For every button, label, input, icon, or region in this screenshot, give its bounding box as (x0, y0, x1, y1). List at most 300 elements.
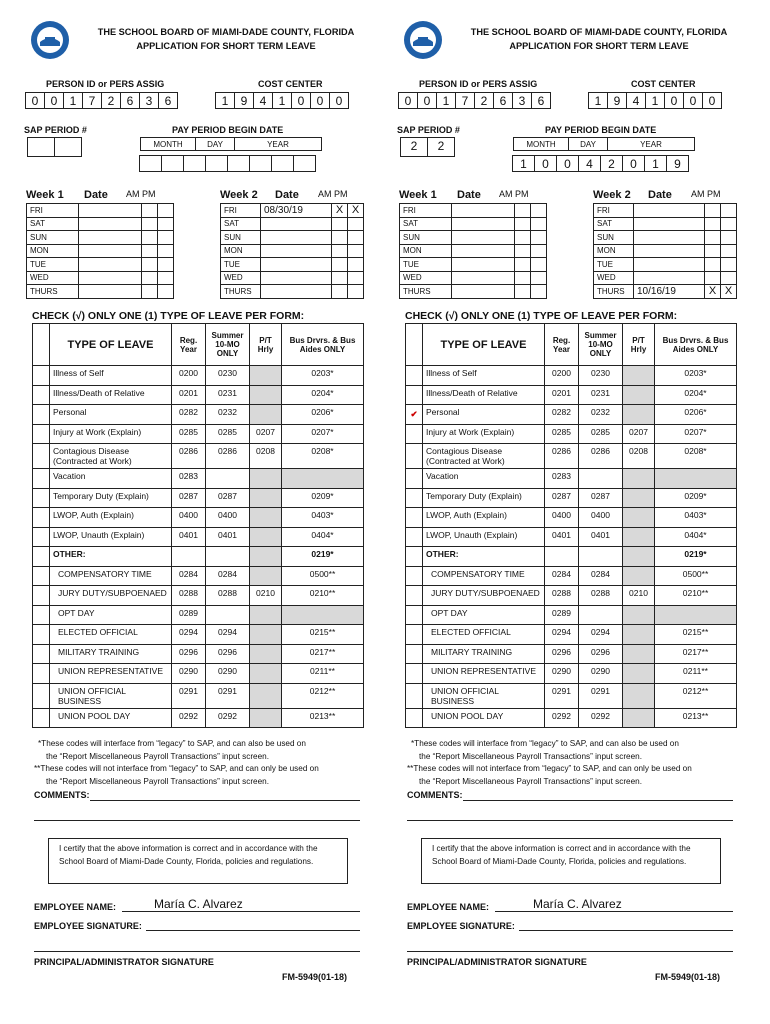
summer-code: 0291 (579, 683, 623, 708)
summer-code: 0401 (579, 527, 623, 547)
leave-type-label: Vacation (50, 469, 172, 489)
leave-type-label: JURY DUTY/SUBPOENAED (50, 586, 172, 606)
person-id-digit[interactable]: 7 (455, 92, 475, 109)
date-cell[interactable] (261, 271, 332, 285)
person-id-boxes[interactable] (399, 92, 551, 109)
leave-checkbox[interactable] (33, 644, 50, 664)
day-label: WED (27, 271, 79, 285)
pm-cell[interactable] (531, 244, 547, 258)
am-cell[interactable] (332, 244, 348, 258)
am-cell[interactable] (142, 217, 158, 231)
person-id-boxes[interactable] (26, 92, 178, 109)
pt-hrly-code (250, 527, 282, 547)
person-id-digit[interactable]: 0 (398, 92, 418, 109)
person-id-digit[interactable]: 0 (25, 92, 45, 109)
pt-hrly-code (623, 469, 655, 489)
date-cell[interactable] (452, 231, 515, 245)
pm-cell[interactable] (721, 231, 737, 245)
leave-checkbox[interactable] (406, 625, 423, 645)
summer-code: 0401 (206, 527, 250, 547)
reg-year-code: 0201 (545, 385, 579, 405)
am-cell[interactable] (705, 271, 721, 285)
date-cell[interactable] (452, 244, 515, 258)
leave-row (33, 508, 364, 528)
cost-center-digit[interactable]: 4 (626, 92, 646, 109)
leave-type-label: Vacation (423, 469, 545, 489)
leave-checkbox[interactable] (406, 488, 423, 508)
day-label: SUN (221, 231, 261, 245)
cost-center-digit[interactable]: 0 (291, 92, 311, 109)
pm-cell[interactable] (158, 217, 174, 231)
date-cell[interactable] (261, 258, 332, 272)
footnote-1b: the “Report Miscellaneous Payroll Transactions” input screen. (46, 751, 269, 761)
pay-date-digit[interactable] (271, 155, 294, 172)
leave-type-label: UNION REPRESENTATIVE (50, 664, 172, 684)
pm-cell[interactable] (158, 204, 174, 218)
sap-period-digit[interactable] (54, 137, 82, 157)
pay-date-digit[interactable]: 9 (666, 155, 689, 172)
comments-line-2[interactable] (34, 820, 360, 821)
reg-year-code: 0284 (545, 566, 579, 586)
am-cell[interactable] (142, 258, 158, 272)
leave-rows-table (405, 365, 737, 728)
leave-checkbox[interactable] (33, 683, 50, 708)
leave-checkbox[interactable] (406, 683, 423, 708)
am-cell[interactable] (705, 231, 721, 245)
am-cell[interactable]: X (705, 285, 721, 299)
leave-checkbox[interactable] (406, 547, 423, 567)
bus-driver-code: 0217** (655, 644, 737, 664)
date-cell[interactable] (452, 258, 515, 272)
comments-line[interactable] (90, 800, 360, 801)
week2-date-label: Date (648, 189, 672, 201)
cost-center-digit[interactable]: 4 (253, 92, 273, 109)
employee-name-value[interactable]: María C. Alvarez (154, 897, 243, 911)
date-cell[interactable] (634, 204, 705, 218)
leave-checkbox[interactable] (33, 424, 50, 444)
date-cell[interactable] (634, 231, 705, 245)
date-cell[interactable] (452, 271, 515, 285)
pay-date-digit[interactable]: 1 (644, 155, 667, 172)
pm-cell[interactable] (348, 271, 364, 285)
pm-cell[interactable] (721, 204, 737, 218)
pay-date-digit[interactable]: 2 (600, 155, 623, 172)
person-id-digit[interactable]: 1 (436, 92, 456, 109)
leave-checkbox[interactable]: ✔ (406, 405, 423, 425)
date-cell[interactable] (261, 244, 332, 258)
bus-driver-code: 0212** (655, 683, 737, 708)
pay-date-digit[interactable] (139, 155, 162, 172)
week1-ampm-label: AM PM (126, 189, 156, 199)
bus-driver-code: 0403* (282, 508, 364, 528)
comments-line[interactable] (463, 800, 733, 801)
summer-header: Summer 10-MO ONLY (206, 324, 250, 366)
leave-checkbox[interactable] (33, 664, 50, 684)
am-cell[interactable] (515, 285, 531, 299)
pt-hrly-code (623, 625, 655, 645)
leave-checkbox[interactable] (406, 708, 423, 728)
pm-cell[interactable] (348, 258, 364, 272)
comments-label: COMMENTS: (34, 790, 90, 800)
leave-checkbox[interactable] (406, 469, 423, 489)
pay-date-digit[interactable] (205, 155, 228, 172)
week2-label: Week 2 (220, 189, 258, 201)
date-cell[interactable] (634, 258, 705, 272)
am-cell[interactable] (515, 271, 531, 285)
pt-hrly-code: 0208 (250, 444, 282, 469)
leave-checkbox[interactable] (406, 527, 423, 547)
checkbox-header (406, 324, 423, 366)
leave-checkbox[interactable] (406, 424, 423, 444)
am-cell[interactable] (515, 244, 531, 258)
date-cell[interactable] (261, 285, 332, 299)
form-title-line1: THE SCHOOL BOARD OF MIAMI-DADE COUNTY, FLORIDA (97, 27, 355, 37)
week1-label: Week 1 (399, 189, 437, 201)
pm-cell[interactable]: X (721, 285, 737, 299)
am-cell[interactable] (515, 258, 531, 272)
am-cell[interactable] (515, 204, 531, 218)
cost-center-digit[interactable]: 0 (683, 92, 703, 109)
leave-type-label: ELECTED OFFICIAL (50, 625, 172, 645)
principal-signature-label: PRINCIPAL/ADMINISTRATOR SIGNATURE (34, 957, 214, 967)
cost-center-boxes[interactable] (216, 92, 349, 109)
reg-year-code: 0287 (172, 488, 206, 508)
pm-cell[interactable] (531, 217, 547, 231)
bus-driver-code: 0217** (282, 644, 364, 664)
person-id-digit[interactable]: 3 (512, 92, 532, 109)
person-id-digit[interactable]: 2 (101, 92, 121, 109)
am-cell[interactable] (332, 258, 348, 272)
pay-date-digit[interactable]: 1 (512, 155, 535, 172)
date-cell[interactable] (452, 204, 515, 218)
am-cell[interactable] (705, 217, 721, 231)
day-label: THURS (400, 285, 452, 299)
pm-cell[interactable] (721, 271, 737, 285)
summer-code: 0232 (579, 405, 623, 425)
date-cell[interactable] (79, 231, 142, 245)
pm-cell[interactable] (348, 217, 364, 231)
pt-hrly-code (250, 508, 282, 528)
person-id-digit[interactable]: 6 (493, 92, 513, 109)
person-id-digit[interactable]: 0 (44, 92, 64, 109)
summer-code: 0288 (206, 586, 250, 606)
date-cell[interactable]: 10/16/19 (634, 285, 705, 299)
date-cell[interactable] (634, 244, 705, 258)
pay-date-digit[interactable] (227, 155, 250, 172)
pay-date-boxes[interactable] (140, 155, 316, 172)
sap-period-digit[interactable]: 2 (400, 137, 428, 157)
sap-period-label: SAP PERIOD # (24, 125, 87, 135)
bus-driver-code: 0207* (655, 424, 737, 444)
pm-cell[interactable] (531, 258, 547, 272)
reg-year-code: 0288 (545, 586, 579, 606)
summer-code: 0286 (579, 444, 623, 469)
leave-type-label: Illness/Death of Relative (50, 385, 172, 405)
person-id-digit[interactable]: 2 (474, 92, 494, 109)
am-cell[interactable] (142, 231, 158, 245)
pm-cell[interactable] (158, 285, 174, 299)
employee-signature-line[interactable] (519, 930, 733, 931)
sap-period-boxes[interactable] (401, 137, 455, 157)
am-cell[interactable] (332, 271, 348, 285)
leave-type-label: Injury at Work (Explain) (50, 424, 172, 444)
pt-hrly-code (623, 366, 655, 386)
pm-cell[interactable] (531, 231, 547, 245)
pm-cell[interactable] (158, 244, 174, 258)
pm-cell[interactable] (348, 244, 364, 258)
sap-period-digit[interactable] (27, 137, 55, 157)
leave-checkbox[interactable] (33, 605, 50, 625)
pay-date-digit[interactable]: 0 (622, 155, 645, 172)
bus-driver-code (655, 605, 737, 625)
pm-cell[interactable]: X (348, 204, 364, 218)
sap-period-digit[interactable]: 2 (427, 137, 455, 157)
employee-name-value[interactable]: María C. Alvarez (533, 897, 622, 911)
pm-cell[interactable] (721, 258, 737, 272)
am-cell[interactable] (142, 271, 158, 285)
bus-driver-code: 0203* (655, 366, 737, 386)
summer-code: 0287 (206, 488, 250, 508)
date-cell[interactable] (261, 231, 332, 245)
leave-checkbox[interactable] (33, 405, 50, 425)
bus-driver-code: 0209* (282, 488, 364, 508)
pt-hrly-code (250, 605, 282, 625)
am-cell[interactable] (142, 204, 158, 218)
date-cell[interactable] (634, 271, 705, 285)
person-id-digit[interactable]: 6 (120, 92, 140, 109)
leave-checkbox[interactable] (406, 566, 423, 586)
reg-year-code: 0291 (545, 683, 579, 708)
checkbox-header (33, 324, 50, 366)
leave-checkbox[interactable] (33, 527, 50, 547)
leave-row (406, 683, 737, 708)
date-cell[interactable] (452, 217, 515, 231)
am-cell[interactable] (705, 244, 721, 258)
employee-signature-label: EMPLOYEE SIGNATURE: (407, 921, 515, 931)
leave-checkbox[interactable] (33, 366, 50, 386)
am-cell[interactable] (515, 231, 531, 245)
date-cell[interactable] (79, 285, 142, 299)
pt-hrly-code (250, 405, 282, 425)
leave-checkbox[interactable] (33, 586, 50, 606)
reg-year-code: 0291 (172, 683, 206, 708)
date-cell[interactable] (634, 217, 705, 231)
pt-hrly-code (250, 644, 282, 664)
person-id-digit[interactable]: 6 (531, 92, 551, 109)
summer-code: 0296 (206, 644, 250, 664)
leave-type-label: Temporary Duty (Explain) (50, 488, 172, 508)
leave-row (406, 644, 737, 664)
pay-date-digit[interactable] (161, 155, 184, 172)
employee-signature-label: EMPLOYEE SIGNATURE: (34, 921, 142, 931)
am-cell[interactable] (142, 285, 158, 299)
summer-code: 0287 (579, 488, 623, 508)
leave-checkbox[interactable] (406, 385, 423, 405)
pay-date-digit[interactable] (293, 155, 316, 172)
leave-form-left (20, 0, 382, 1024)
leave-row (406, 405, 737, 425)
comments-line-2[interactable] (407, 820, 733, 821)
cost-center-digit[interactable]: 0 (310, 92, 330, 109)
cost-center-digit[interactable]: 9 (607, 92, 627, 109)
footnotes (407, 738, 747, 788)
day-label: FRI (27, 204, 79, 218)
leave-type-label: OTHER: (50, 547, 172, 567)
person-id-digit[interactable]: 1 (63, 92, 83, 109)
bus-drivers-header: Bus Drvrs. & Bus Aides ONLY (655, 324, 737, 366)
cost-center-boxes[interactable] (589, 92, 722, 109)
bus-driver-code: 0219* (282, 547, 364, 567)
pt-hrly-code (623, 644, 655, 664)
pm-cell[interactable] (348, 231, 364, 245)
cost-center-digit[interactable]: 1 (645, 92, 665, 109)
summer-code: 0285 (206, 424, 250, 444)
am-cell[interactable] (332, 285, 348, 299)
leave-checkbox[interactable] (33, 444, 50, 469)
leave-checkbox[interactable] (406, 508, 423, 528)
day-label: WED (400, 271, 452, 285)
bus-driver-code: 0208* (655, 444, 737, 469)
footnote-2: **These codes will not interface from “legacy” to SAP, and can only be used on (34, 764, 319, 773)
leave-checkbox[interactable] (33, 508, 50, 528)
person-id-digit[interactable]: 7 (82, 92, 102, 109)
pm-cell[interactable] (721, 244, 737, 258)
leave-row (33, 469, 364, 489)
leave-checkbox[interactable] (406, 605, 423, 625)
summer-code: 0296 (579, 644, 623, 664)
reg-year-code (545, 547, 579, 567)
week2-label: Week 2 (593, 189, 631, 201)
principal-signature-line[interactable] (34, 951, 360, 952)
pt-hrly-code (250, 547, 282, 567)
day-label: THURS (221, 285, 261, 299)
leave-type-table (405, 323, 737, 366)
pay-date-digit[interactable] (183, 155, 206, 172)
cost-center-digit[interactable]: 1 (272, 92, 292, 109)
cost-center-digit[interactable]: 1 (588, 92, 608, 109)
week2-ampm-label: AM PM (691, 189, 721, 199)
cost-center-digit[interactable]: 0 (329, 92, 349, 109)
pay-date-boxes[interactable] (513, 155, 689, 172)
pm-cell[interactable] (348, 285, 364, 299)
leave-type-label: UNION POOL DAY (423, 708, 545, 728)
am-cell[interactable] (332, 217, 348, 231)
leave-row (33, 405, 364, 425)
person-id-digit[interactable]: 6 (158, 92, 178, 109)
pm-cell[interactable] (158, 258, 174, 272)
pm-cell[interactable] (531, 204, 547, 218)
bus-driver-code: 0219* (655, 547, 737, 567)
leave-checkbox[interactable] (33, 566, 50, 586)
week1-table (399, 203, 547, 299)
pay-date-digit[interactable]: 4 (578, 155, 601, 172)
summer-code: 0231 (579, 385, 623, 405)
person-id-digit[interactable]: 3 (139, 92, 159, 109)
date-cell[interactable] (79, 258, 142, 272)
date-cell[interactable] (452, 285, 515, 299)
leave-type-label: MILITARY TRAINING (423, 644, 545, 664)
leave-row (33, 547, 364, 567)
pm-cell[interactable] (158, 271, 174, 285)
day-label: MON (400, 244, 452, 258)
leave-checkbox[interactable] (33, 547, 50, 567)
summer-code: 0290 (579, 664, 623, 684)
pm-cell[interactable] (531, 271, 547, 285)
date-cell[interactable] (79, 271, 142, 285)
leave-row (406, 366, 737, 386)
am-cell[interactable] (515, 217, 531, 231)
am-cell[interactable] (705, 258, 721, 272)
bus-driver-code (655, 469, 737, 489)
day-label: MON (221, 244, 261, 258)
day-label: TUE (221, 258, 261, 272)
cost-center-digit[interactable]: 0 (702, 92, 722, 109)
bus-driver-code: 0211** (655, 664, 737, 684)
leave-row (33, 566, 364, 586)
pay-date-digit[interactable] (249, 155, 272, 172)
date-cell[interactable] (79, 204, 142, 218)
am-cell[interactable] (142, 244, 158, 258)
leave-checkbox[interactable] (33, 488, 50, 508)
leave-checkbox[interactable] (406, 586, 423, 606)
reg-year-code: 0290 (172, 664, 206, 684)
bus-drivers-header: Bus Drvrs. & Bus Aides ONLY (282, 324, 364, 366)
bus-driver-code: 0204* (655, 385, 737, 405)
am-cell[interactable]: X (332, 204, 348, 218)
cost-center-digit[interactable]: 1 (215, 92, 235, 109)
leave-checkbox[interactable] (406, 444, 423, 469)
pay-date-digit[interactable]: 0 (534, 155, 557, 172)
cost-center-digit[interactable]: 0 (664, 92, 684, 109)
pay-date-digit[interactable]: 0 (556, 155, 579, 172)
date-cell[interactable] (79, 217, 142, 231)
leave-checkbox[interactable] (33, 708, 50, 728)
sap-period-boxes[interactable] (28, 137, 82, 157)
date-cell[interactable]: 08/30/19 (261, 204, 332, 218)
year-header: YEAR (607, 137, 695, 151)
reg-year-code: 0296 (172, 644, 206, 664)
leave-checkbox[interactable] (406, 366, 423, 386)
date-cell[interactable] (79, 244, 142, 258)
principal-signature-line[interactable] (407, 951, 733, 952)
person-id-digit[interactable]: 0 (417, 92, 437, 109)
leave-type-label: ELECTED OFFICIAL (423, 625, 545, 645)
day-label: FRI (221, 204, 261, 218)
date-cell[interactable] (261, 217, 332, 231)
pm-cell[interactable] (531, 285, 547, 299)
summer-code: 0284 (206, 566, 250, 586)
pm-cell[interactable] (721, 217, 737, 231)
day-label: MON (594, 244, 634, 258)
pm-cell[interactable] (158, 231, 174, 245)
reg-year-code: 0200 (545, 366, 579, 386)
leave-row (33, 625, 364, 645)
am-cell[interactable] (705, 204, 721, 218)
leave-type-label: LWOP, Unauth (Explain) (50, 527, 172, 547)
leave-checkbox[interactable] (33, 469, 50, 489)
employee-signature-line[interactable] (146, 930, 360, 931)
summer-code (206, 547, 250, 567)
leave-type-label: UNION OFFICIAL BUSINESS (423, 683, 545, 708)
leave-type-label: UNION POOL DAY (50, 708, 172, 728)
cost-center-digit[interactable]: 9 (234, 92, 254, 109)
leave-checkbox[interactable] (406, 664, 423, 684)
leave-checkbox[interactable] (406, 644, 423, 664)
am-cell[interactable] (332, 231, 348, 245)
leave-checkbox[interactable] (33, 625, 50, 645)
leave-type-label: Personal (50, 405, 172, 425)
leave-checkbox[interactable] (33, 385, 50, 405)
